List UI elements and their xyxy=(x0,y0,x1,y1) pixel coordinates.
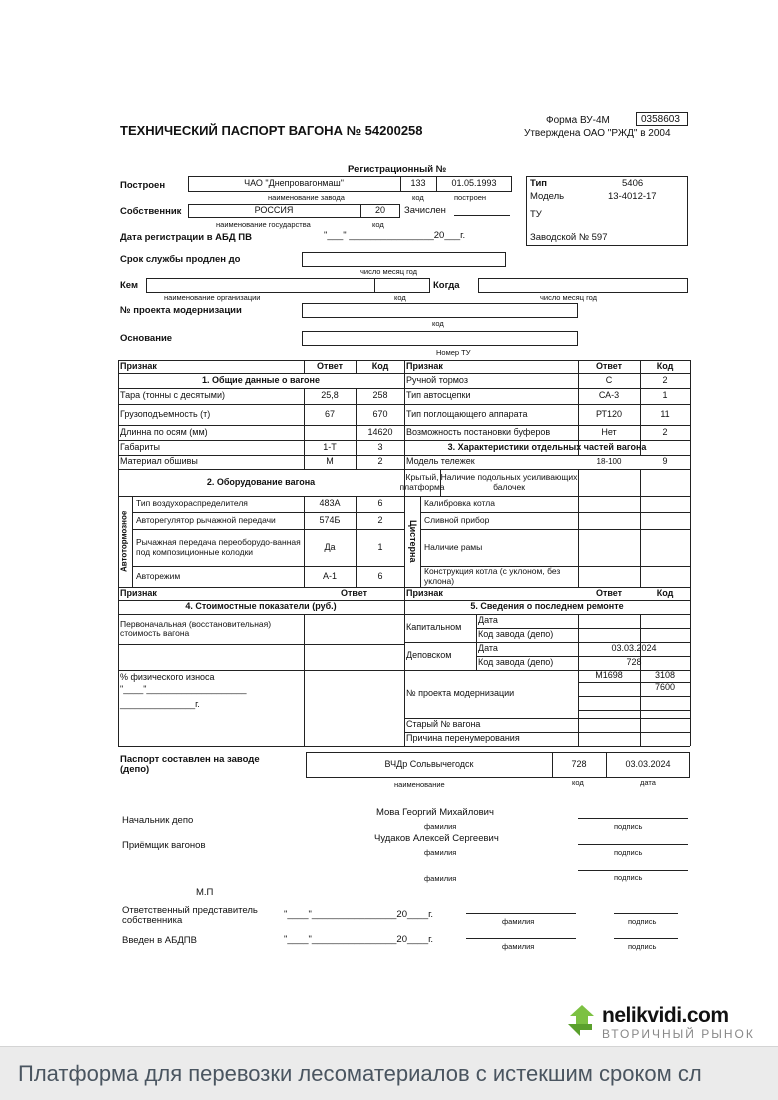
caption: код xyxy=(412,193,424,202)
section-title: 1. Общие данные о вагоне xyxy=(202,374,320,385)
table-row-label: Тара (тонны с десятыми) xyxy=(120,390,225,401)
stamp-place: М.П xyxy=(196,887,214,898)
receiver-name: Чудаков Алексей Сергеевич xyxy=(374,833,499,844)
table-row-answer: 574Б xyxy=(319,514,341,525)
col-header: Ответ xyxy=(595,360,623,371)
form-number: 0358603 xyxy=(636,112,688,126)
model-value: 13-4012-17 xyxy=(608,191,657,202)
section-title: 2. Оборудование вагона xyxy=(206,476,316,487)
caption: дата xyxy=(640,778,656,787)
table-row-label: Дата xyxy=(478,643,498,654)
caption: фамилия xyxy=(424,848,457,857)
table-row-label: Старый № вагона xyxy=(406,719,481,730)
form-label: Форма ВУ-4М xyxy=(546,115,610,126)
caption: наименование организации xyxy=(164,293,261,302)
modern-project: М1698 xyxy=(595,670,623,681)
modern-code: 7600 xyxy=(654,682,676,693)
table-row-answer: 18-100 xyxy=(596,456,622,466)
table-row-code: 2 xyxy=(662,374,668,385)
table-row-label: Тип воздухораспределителя xyxy=(136,498,248,509)
built-date: 01.05.1993 xyxy=(451,178,497,189)
table-row-label: "____"____________________ xyxy=(120,684,247,695)
compiled-name: ВЧДр Сольвычегодск xyxy=(384,759,474,770)
table-row-answer: 483А xyxy=(319,498,341,509)
section-title: 4. Стоимостные показатели (руб.) xyxy=(185,601,337,612)
table-row-answer: С xyxy=(605,374,613,385)
compiled-label: Паспорт составлен на заводе (депо) xyxy=(120,754,260,776)
table-row-code: 11 xyxy=(660,408,670,419)
caption: Номер ТУ xyxy=(436,348,471,357)
recycle-logo-icon xyxy=(564,1002,600,1038)
table-row-code: 2 xyxy=(377,514,383,525)
table-row-label: Грузоподъемность (т) xyxy=(120,408,211,419)
logo-tagline: ВТОРИЧНЫЙ РЫНОК xyxy=(602,1027,755,1041)
caption: подпись xyxy=(628,917,657,926)
table-row-label: Длинна по осям (мм) xyxy=(120,426,208,437)
table-row-code: 670 xyxy=(372,408,388,419)
table-row-label: Причина перенумерования xyxy=(406,733,520,744)
table-row-label: Авторегулятор рычажной передачи xyxy=(136,514,276,525)
caption: наименование государства xyxy=(216,220,311,229)
col-header: Признак xyxy=(406,587,443,598)
caption-bar xyxy=(0,1046,778,1100)
col-header: Ответ xyxy=(340,587,368,598)
chief-name: Мова Георгий Михайлович xyxy=(376,807,494,818)
table-row-answer xyxy=(304,425,356,440)
table-row-label: Тип поглощающего аппарата xyxy=(406,408,528,419)
type-label: Тип xyxy=(530,178,548,189)
built-label: Построен xyxy=(120,180,166,191)
table-row-label: Материал обшивы xyxy=(120,456,198,467)
col-header: Признак xyxy=(406,360,443,371)
table-row-answer: РТ120 xyxy=(595,408,623,419)
col-header: Ответ xyxy=(595,587,623,598)
caption: код xyxy=(432,319,444,328)
table-row-label: Авторежим xyxy=(136,570,181,581)
table-row-label: Первоначальная (восстановительная) стоимость вагона xyxy=(120,618,272,638)
table-row-label: Наличие рамы xyxy=(424,541,483,552)
when-label: Когда xyxy=(433,280,460,291)
table-row-label: Габариты xyxy=(120,441,160,452)
abd-date: "___" ________________20___г. xyxy=(324,230,466,241)
table-row-code: 2 xyxy=(377,456,383,467)
caption: подпись xyxy=(614,848,643,857)
plant-name: ЧАО "Днепровагонмаш" xyxy=(244,178,344,189)
page-title: ТЕХНИЧЕСКИЙ ПАСПОРТ ВАГОНА № 54200258 xyxy=(120,123,423,138)
col-header: Код xyxy=(371,360,389,371)
caption: фамилия xyxy=(502,917,535,926)
table-row-label: № проекта модернизации xyxy=(406,688,515,699)
factory-number: Заводской № 597 xyxy=(530,232,608,243)
table-row-label: Ручной тормоз xyxy=(406,374,468,385)
table-row-code: 14620 xyxy=(367,426,393,437)
entered-date: "____"________________20____г. xyxy=(284,934,434,945)
table-row-label: Калибровка котла xyxy=(424,498,495,509)
table-row-answer: 25,8 xyxy=(321,390,339,401)
by-label: Кем xyxy=(120,280,138,291)
section-title: 3. Характеристики отдельных частей вагона xyxy=(447,441,647,452)
compiled-date: 03.03.2024 xyxy=(625,759,671,770)
table-row-answer: А-1 xyxy=(322,570,337,581)
table-row-code: 2 xyxy=(662,426,668,437)
table-row-answer: Нет xyxy=(601,426,617,437)
table-row-answer: 67 xyxy=(324,408,335,419)
owner-value: РОССИЯ xyxy=(254,205,294,216)
resp-label: Ответственный представитель собственника xyxy=(122,905,258,927)
table-row-label: Возможность постановки буферов xyxy=(406,426,551,437)
resp-date: "____"________________20____г. xyxy=(284,909,434,920)
caption: число месяц год xyxy=(360,267,418,276)
caption: код xyxy=(572,778,584,787)
caption: фамилия xyxy=(502,942,535,951)
table-row-code: 6 xyxy=(377,570,383,581)
table-row-code: 9 xyxy=(662,456,668,467)
owner-label: Собственник xyxy=(120,206,182,217)
modern-label: № проекта модернизации xyxy=(120,305,242,316)
logo-name: nelikvidi.com xyxy=(602,1004,729,1027)
table-row-label: Сливной прибор xyxy=(424,514,490,525)
caption: подпись xyxy=(614,873,643,882)
col-header: Код xyxy=(656,360,674,371)
type-value: 5406 xyxy=(622,178,644,189)
plant-code: 133 xyxy=(410,178,426,189)
approved-label: Утверждена ОАО "РЖД" в 2004 xyxy=(524,128,671,139)
table-row-label: Рычажная передача переоборудо-ванная под композиционные колодки xyxy=(136,537,301,557)
col-header: Признак xyxy=(120,360,157,371)
table-row-code: 3 xyxy=(377,441,383,452)
table-row-label: Наличие подольных усиливающих балочек xyxy=(440,472,578,492)
table-row-label: Код завода (депо) xyxy=(478,657,554,668)
caption: наименование xyxy=(394,780,445,789)
table-row-answer: М xyxy=(326,456,334,467)
table-row-label: % физического износа xyxy=(120,672,215,683)
reg-label: Регистрационный № xyxy=(348,164,447,175)
table-row-answer: Да xyxy=(324,541,336,552)
table-row-code: 1 xyxy=(662,390,668,401)
table-row-label: Деповском xyxy=(406,650,452,661)
table-row-code: 258 xyxy=(372,390,388,401)
table-row-label: Капитальном xyxy=(406,622,462,633)
entered-label: Введен в АБДПВ xyxy=(122,935,197,946)
caption: фамилия xyxy=(424,822,457,831)
caption: код xyxy=(394,293,406,302)
caption: построен xyxy=(454,193,487,202)
caption: фамилия xyxy=(424,874,457,883)
chief-label: Начальник депо xyxy=(122,815,194,826)
table-row-answer: СА-3 xyxy=(598,390,620,401)
section-title: 5. Сведения о последнем ремонте xyxy=(470,601,624,612)
table-row-label: Конструкция котла (с уклоном, без уклона) xyxy=(424,566,561,586)
caption-text: Платформа для перевозки лесоматериалов с истекшим сроком сл xyxy=(18,1061,702,1086)
abd-label: Дата регистрации в АБД ПВ xyxy=(120,232,252,243)
vertical-label: Автотормозное xyxy=(119,510,129,573)
caption: подпись xyxy=(614,822,643,831)
table-row-label: Дата xyxy=(478,615,498,626)
table-row-label: _______________г. xyxy=(120,699,200,710)
receiver-label: Приёмщик вагонов xyxy=(122,840,206,851)
compiled-code: 728 xyxy=(571,759,587,770)
enrolled-label: Зачислен xyxy=(404,205,446,216)
service-label: Срок службы продлен до xyxy=(120,254,241,265)
depot-date: 03.03.2024 xyxy=(611,643,657,654)
basis-label: Основание xyxy=(120,333,173,344)
tu-label: ТУ xyxy=(530,209,542,220)
model-label: Модель xyxy=(530,191,565,202)
table-row-label: Крытый, платформа xyxy=(399,472,445,492)
table-row-label: Тип автосцепки xyxy=(406,390,471,401)
col-header: Код xyxy=(656,587,674,598)
table-row-label: Модель тележек xyxy=(406,456,475,467)
table-row-answer: 1-Т xyxy=(323,441,337,452)
table-row-code: 6 xyxy=(377,498,383,509)
caption: подпись xyxy=(628,942,657,951)
col-header: Признак xyxy=(120,587,157,598)
owner-code: 20 xyxy=(374,205,385,216)
modern-code: 3108 xyxy=(654,670,676,681)
vertical-label: Цистерна xyxy=(407,520,418,563)
table-row-code: 1 xyxy=(377,541,383,552)
depot-code: 728 xyxy=(626,657,642,668)
caption: число месяц год xyxy=(540,293,598,302)
col-header: Ответ xyxy=(316,360,344,371)
caption: код xyxy=(372,220,384,229)
table-row-label: Код завода (депо) xyxy=(478,629,554,640)
caption: наименование завода xyxy=(268,193,345,202)
